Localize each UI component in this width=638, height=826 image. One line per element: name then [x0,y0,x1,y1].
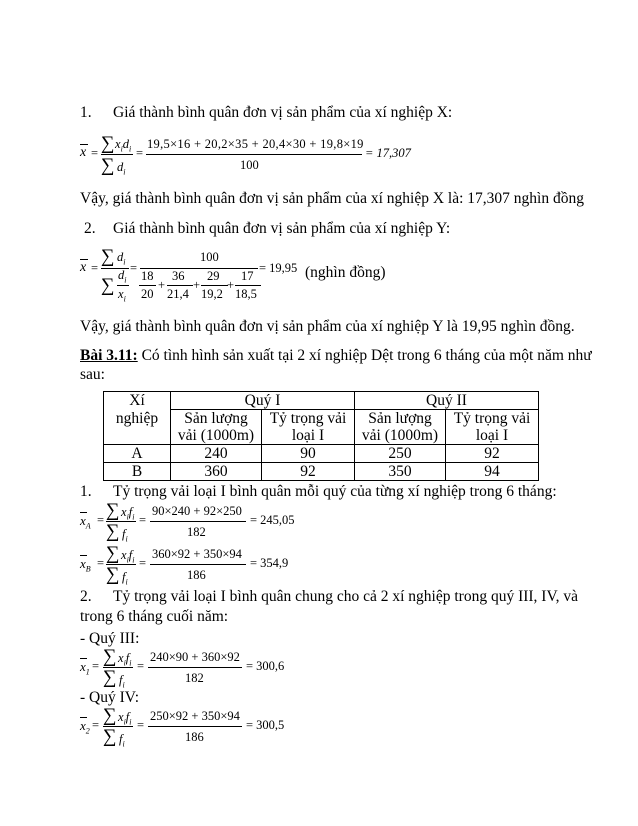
item-number: 1. [80,104,92,121]
table-header-cell: Sản lượng [171,410,262,428]
item-number: 1. [80,483,92,500]
conclusion-x: Vậy, giá thành bình quân đơn vị sản phẩm của xí nghiệp X là: 17,307 nghìn đồng [80,190,584,207]
table-header-cell: nghiệp [104,410,171,445]
formula-denominator: 186 [187,568,206,582]
conclusion-y: Vậy, giá thành bình quân đơn vị sản phẩm của xí nghiệp Y là 19,95 nghìn đồng. [80,318,575,335]
table-header-cell: loại I [262,427,355,445]
formula-numerator: 19,5×16 + 20,2×35 + 20,4×30 + 19,8×19 [147,137,364,151]
quarter-label: - Quý III: [80,630,140,647]
section-heading: Tỷ trọng vải loại I bình quân chung cho cả 2 xí nghiệp trong quý III, IV, và [113,588,579,605]
x-bar-symbol: x [80,145,87,160]
table-row: A 240 90 250 92 [104,445,539,463]
data-table [103,391,539,481]
sigma-icon: ∑ [103,705,117,726]
formula-denominator: 182 [187,525,206,539]
exercise-statement-cont: sau: [80,366,105,383]
table-header-cell: vải (1000m) [355,427,446,445]
item-number: 2. [84,220,96,237]
sigma-icon: ∑ [101,155,115,176]
section-heading: Tỷ trọng vải loại I bình quân mỗi quý của từng xí nghiệp trong 6 tháng: [113,483,557,500]
table-header-cell: vải (1000m) [171,427,262,445]
exercise-label: Bài 3.11: [80,347,138,364]
sigma-icon: ∑ [101,246,115,267]
sigma-icon: ∑ [106,521,120,542]
formula-result: = 300,6 [246,659,285,673]
formula-denominator: 182 [185,671,204,685]
formula-numerator: 90×240 + 92×250 [152,504,242,518]
x-bar-symbol: x [80,260,87,275]
formula-numerator: 240×90 + 360×92 [150,650,240,664]
formula-result: = 354,9 [250,556,289,570]
table-header-cell: Quý I [171,392,355,410]
section-heading-cont: trong 6 tháng cuối năm: [80,608,229,625]
table-header-cell: Quý II [355,392,539,410]
table-row: B 360 92 350 94 [104,463,539,481]
section-heading: Giá thành bình quân đơn vị sản phẩm của xí nghiệp Y: [113,220,451,237]
sigma-icon: ∑ [103,667,117,688]
sigma-icon: ∑ [103,646,117,667]
sigma-icon: ∑ [101,275,115,296]
section-heading: Giá thành bình quân đơn vị sản phẩm của xí nghiệp X: [113,104,453,121]
table-header-cell: Sản lượng [355,410,446,428]
formula-denominator: 186 [185,730,204,744]
table-header-cell: Tỷ trọng vải [262,410,355,428]
formula-result: = 19,95 [259,261,298,275]
table-header-cell: loại I [446,427,539,445]
sigma-icon: ∑ [106,543,120,564]
formula-result: = 17,307 [365,146,411,160]
formula-numerator: 360×92 + 350×94 [152,547,242,561]
formula-result: = 300,5 [246,718,285,732]
table-header-cell: Tỷ trọng vải [446,410,539,428]
sigma-icon: ∑ [101,133,115,154]
sigma-icon: ∑ [106,564,120,585]
quarter-label: - Quý IV: [80,689,140,706]
sigma-icon: ∑ [106,500,120,521]
formula-denominator: 100 [240,158,259,172]
formula-numerator: 100 [200,250,219,264]
table-header-cell: Xí [104,392,171,410]
formula-unit: (nghìn đồng) [305,264,386,281]
item-number: 2. [80,588,92,605]
formula-numerator: 250×92 + 350×94 [150,709,240,723]
exercise-statement: Bài 3.11: Có tình hình sản xuất tại 2 xí nghiệp Dệt trong 6 tháng của một năm như [80,347,592,364]
sigma-icon: ∑ [103,726,117,747]
formula-result: = 245,05 [250,513,295,527]
